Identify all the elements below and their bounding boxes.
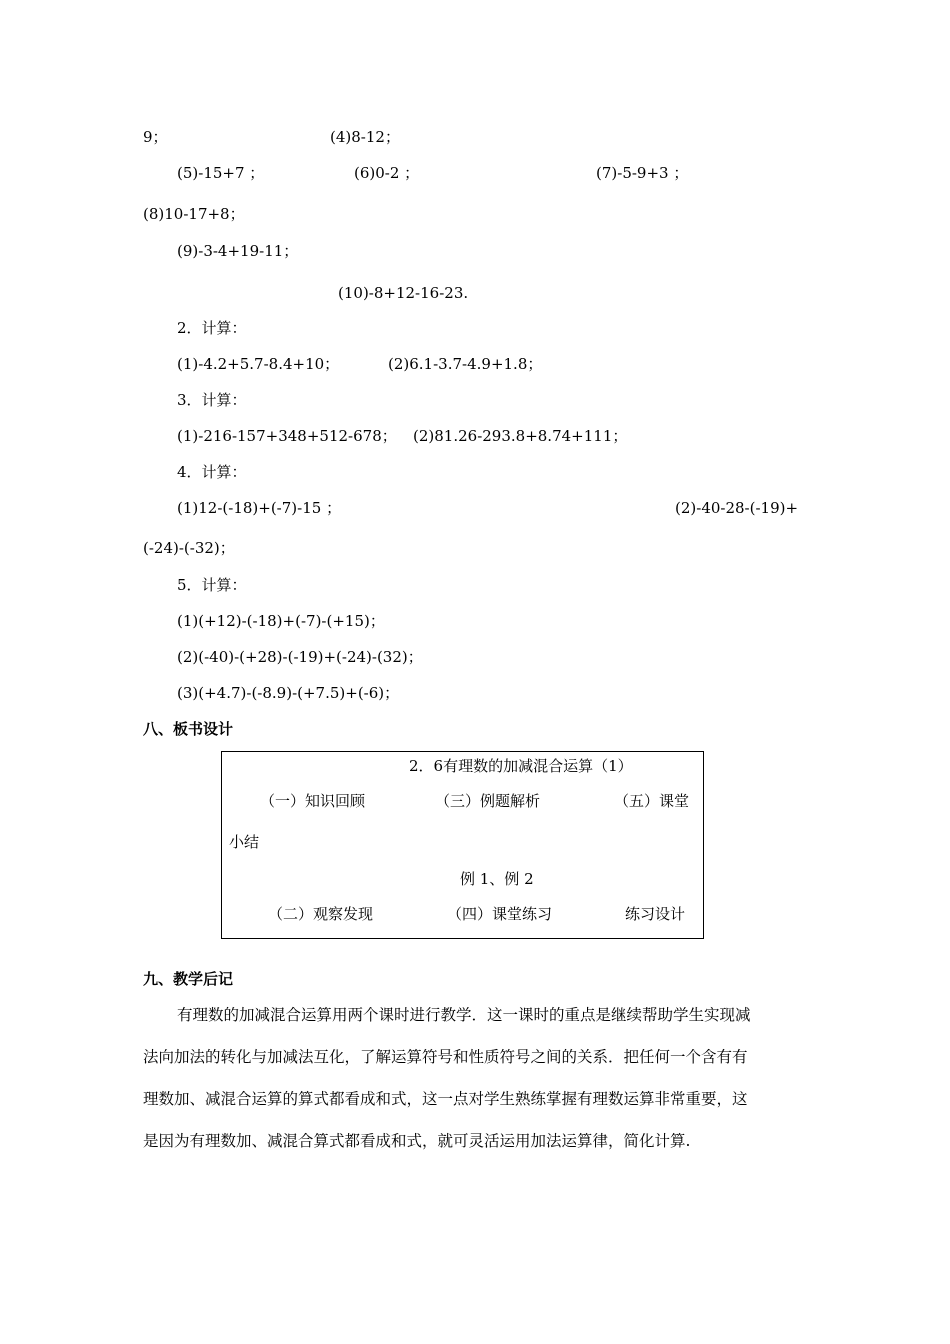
section-heading-teaching-notes: 九、教学后记: [143, 970, 234, 988]
exercise-line: (9)-3-4+19-11；: [177, 242, 299, 260]
exercise-line: (-24)-(-32)；: [143, 539, 235, 557]
question-title: 5．计算：: [177, 576, 247, 594]
section-heading-board-design: 八、板书设计: [143, 720, 234, 738]
exercise-line: (2)6.1-3.7-4.9+1.8；: [388, 355, 543, 373]
exercise-line: (2)-40-28-(-19)+: [675, 499, 799, 517]
exercise-line: (2)(-40)-(+28)-(-19)+(-24)-(32)；: [177, 648, 423, 666]
exercise-line: (3)(+4.7)-(-8.9)-(+7.5)+(-6)；: [177, 684, 400, 702]
exercise-line: (1)-4.2+5.7-8.4+10；: [177, 355, 340, 373]
exercise-line: (4)8-12；: [330, 128, 400, 146]
exercise-line: (2)81.26-293.8+8.74+111；: [413, 427, 628, 445]
question-title: 4．计算：: [177, 463, 247, 481]
board-item: （四）课堂练习: [447, 905, 553, 923]
question-title: 3．计算：: [177, 391, 247, 409]
exercise-line: (8)10-17+8；: [143, 205, 245, 223]
board-item: 练习设计: [625, 905, 686, 923]
board-item: （五）课堂: [614, 792, 690, 810]
exercise-line: (1)-216-157+348+512-678；: [177, 427, 397, 445]
paragraph-line: 理数加、减混合运算的算式都看成和式，这一点对学生熟练掌握有理数运算非常重要，这: [143, 1090, 748, 1108]
exercise-line: (10)-8+12-16-23.: [338, 284, 469, 302]
exercise-line: (7)-5-9+3 ；: [596, 164, 689, 182]
paragraph-line: 法向加法的转化与加减法互化，了解运算符号和性质符号之间的关系．把任何一个含有有: [143, 1048, 748, 1066]
exercise-line: (1)12-(-18)+(-7)-15 ；: [177, 499, 342, 517]
exercise-line: 9；: [143, 128, 168, 146]
exercise-line: (6)0-2 ；: [354, 164, 420, 182]
exercise-line: (1)(+12)-(-18)+(-7)-(+15)；: [177, 612, 385, 630]
question-title: 2．计算：: [177, 319, 247, 337]
board-item: （二）观察发现: [268, 905, 374, 923]
paragraph-line: 是因为有理数加、减混合算式都看成和式，就可灵活运用加法运算律，简化计算.: [143, 1132, 691, 1150]
board-item: 例 1、例 2: [460, 870, 534, 888]
board-title: 2．6有理数的加减混合运算（1）: [409, 757, 633, 775]
paragraph-line: 有理数的加减混合运算用两个课时进行教学．这一课时的重点是继续帮助学生实现减: [177, 1006, 751, 1024]
board-item: 小结: [229, 833, 260, 851]
board-item: （三）例题解析: [435, 792, 541, 810]
exercise-line: (5)-15+7 ；: [177, 164, 265, 182]
board-item: （一）知识回顾: [260, 792, 366, 810]
